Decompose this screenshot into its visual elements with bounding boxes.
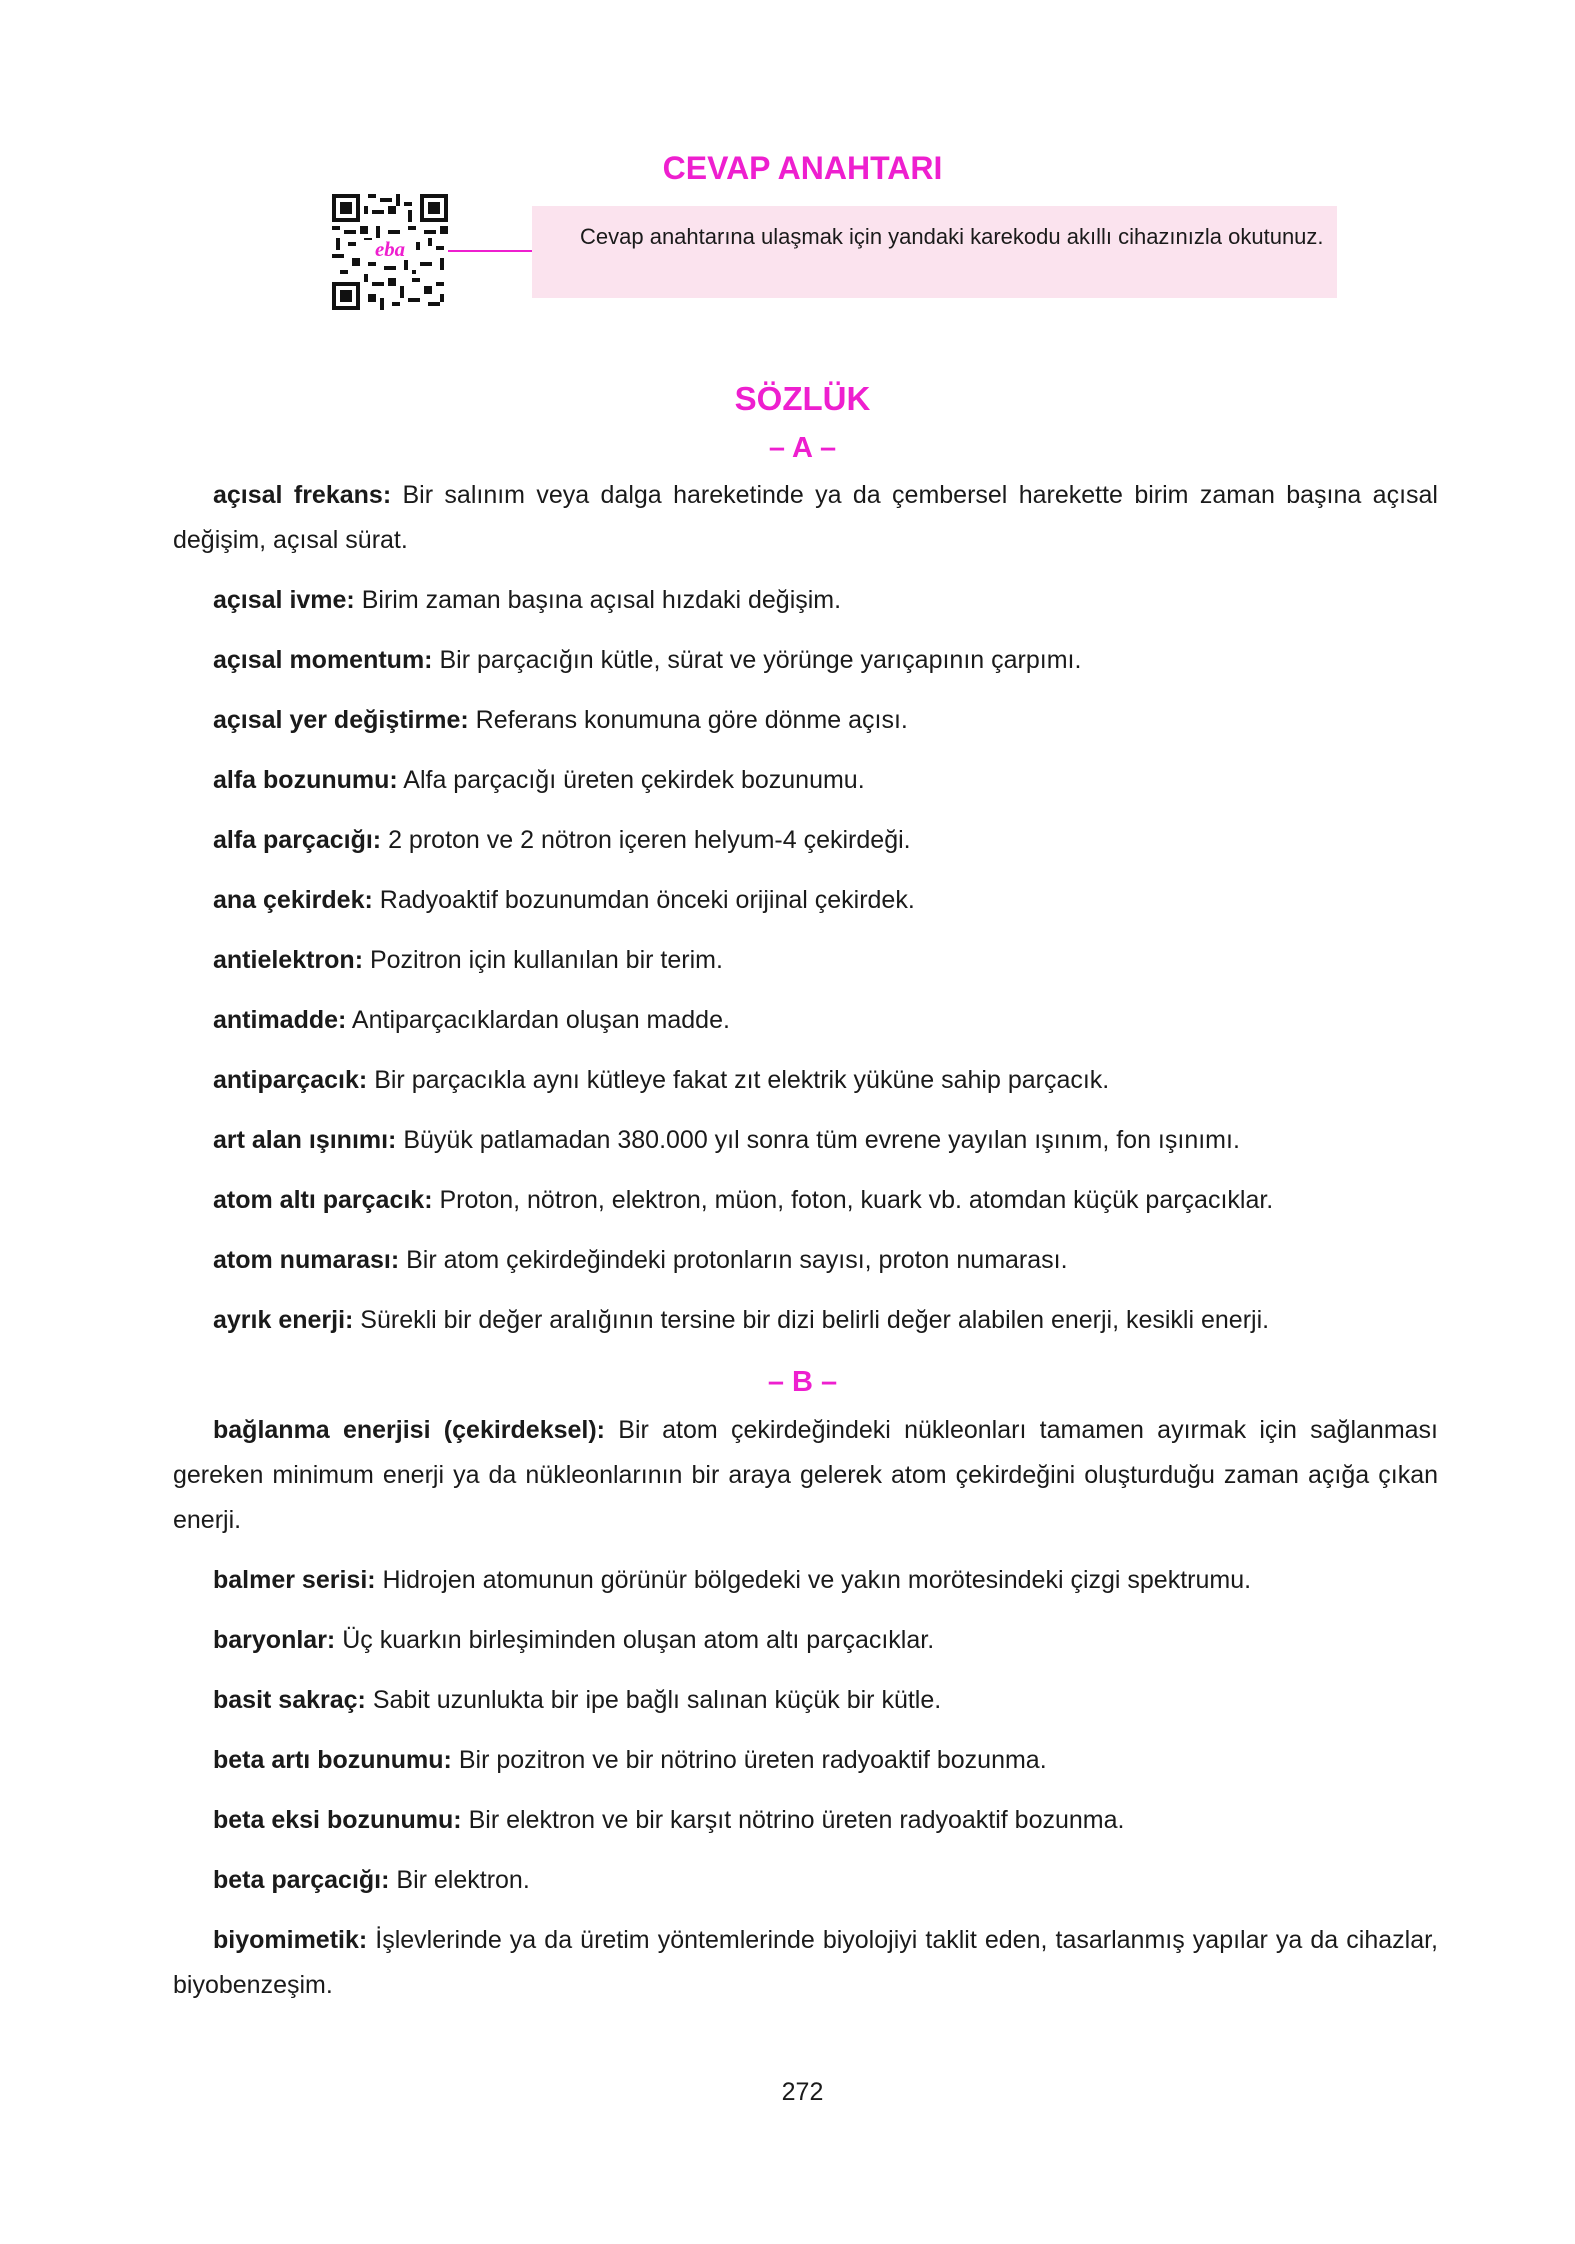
entry-term: antielektron: (213, 946, 364, 974)
glossary-entry (173, 1238, 1438, 1283)
entry-definition: Bir parçacığın kütle, sürat ve yörünge yarıçapının çarpımı. (432, 646, 1082, 674)
entry-term: biyomimetik: (213, 1926, 368, 1954)
glossary-entry (173, 1678, 1438, 1723)
entry-definition: Bir atom çekirdeğindeki protonların sayısı, proton numarası. (399, 1246, 1068, 1274)
entry-definition: Bir salınım veya dalga hareketinde ya da çembersel harekette birim zaman başına açısal değişim, açısal sürat. (173, 481, 1438, 554)
answer-key-title: CEVAP ANAHTARI (662, 150, 943, 186)
entry-term: beta parçacığı: (213, 1866, 390, 1894)
glossary-entry (173, 938, 1438, 983)
entry-definition: Birim zaman başına açısal hızdaki değişim. (354, 586, 842, 614)
entry-definition: Bir elektron. (389, 1866, 530, 1894)
entry-term: alfa bozunumu: (213, 766, 398, 794)
glossary-entry (173, 698, 1438, 743)
glossary-entry (173, 1298, 1438, 1343)
entry-definition: Bir atom çekirdeğindeki nükleonları tamamen ayırmak için sağlanması gereken minimum enerji ya da nükleonlarının bir araya gelerek atom çekirdeğini oluşturduğu zaman açığa çıkan enerji. (173, 1416, 1438, 1534)
entry-term: açısal ivme: (213, 586, 355, 614)
entry-term: ana çekirdek: (213, 886, 373, 914)
glossary-entry (173, 878, 1438, 923)
glossary-title: SÖZLÜK (734, 380, 871, 417)
glossary-entry (173, 818, 1438, 863)
entry-definition: 2 proton ve 2 nötron içeren helyum-4 çekirdeği. (381, 826, 911, 854)
entry-definition: İşlevlerinde ya da üretim yöntemlerinde biyolojiyi taklit eden, tasarlanmış yapılar ya da cihazlar, biyobenzeşim. (173, 1926, 1438, 1999)
section-letter-a: – A – (768, 432, 837, 464)
glossary-section-b (173, 1408, 1438, 2023)
answer-key-text: Cevap anahtarına ulaşmak için yandaki karekodu akıllı cihazınızla okutunuz. (580, 224, 1324, 249)
page-number: 272 (781, 2078, 824, 2106)
entry-term: art alan ışınımı: (213, 1126, 397, 1154)
entry-definition: Referans konumuna göre dönme açısı. (468, 706, 908, 734)
entry-definition: Proton, nötron, elektron, müon, foton, kuark vb. atomdan küçük parçacıklar. (432, 1186, 1274, 1214)
entry-term: antiparçacık: (213, 1066, 368, 1094)
glossary-entry (173, 1918, 1438, 2008)
answer-key-note (532, 206, 1337, 298)
qr-logo-text: eba (374, 238, 406, 261)
entry-definition: Bir pozitron ve bir nötrino üreten radyoaktif bozunma. (451, 1746, 1047, 1774)
entry-term: atom numarası: (213, 1246, 400, 1274)
entry-definition: Radyoaktif bozunumdan önceki orijinal çekirdek. (372, 886, 915, 914)
entry-term: bağlanma enerjisi (çekirdeksel): (213, 1416, 606, 1444)
connector-line (448, 250, 532, 252)
glossary-entry (173, 1858, 1438, 1903)
glossary-entry (173, 1058, 1438, 1103)
entry-term: atom altı parçacık: (213, 1186, 433, 1214)
entry-definition: Hidrojen atomunun görünür bölgedeki ve yakın morötesindeki çizgi spektrumu. (375, 1566, 1252, 1594)
entry-term: açısal yer değiştirme: (213, 706, 469, 734)
glossary-section-a (173, 473, 1438, 1358)
glossary-entry (173, 1738, 1438, 1783)
qr-code-icon[interactable] (332, 194, 448, 310)
glossary-entry (173, 473, 1438, 563)
glossary-entry (173, 638, 1438, 683)
entry-term: açısal frekans: (213, 481, 392, 509)
entry-term: alfa parçacığı: (213, 826, 382, 854)
entry-definition: Bir elektron ve bir karşıt nötrino üreten radyoaktif bozunma. (461, 1806, 1125, 1834)
entry-term: basit sakraç: (213, 1686, 366, 1714)
glossary-entry (173, 578, 1438, 623)
entry-definition: Sürekli bir değer aralığının tersine bir dizi belirli değer alabilen enerji, kesikli enerji. (353, 1306, 1270, 1334)
glossary-entry (173, 998, 1438, 1043)
entry-definition: Antiparçacıklardan oluşan madde. (346, 1006, 730, 1034)
glossary-entry (173, 1618, 1438, 1663)
entry-term: baryonlar: (213, 1626, 336, 1654)
glossary-entry (173, 1118, 1438, 1163)
glossary-entry (173, 1798, 1438, 1843)
entry-term: beta artı bozunumu: (213, 1746, 452, 1774)
entry-definition: Alfa parçacığı üreten çekirdek bozunumu. (397, 766, 865, 794)
glossary-entry (173, 758, 1438, 803)
glossary-entry (173, 1178, 1438, 1223)
entry-definition: Pozitron için kullanılan bir terim. (363, 946, 723, 974)
section-letter-b: – B – (767, 1366, 838, 1398)
glossary-entry (173, 1558, 1438, 1603)
entry-term: ayrık enerji: (213, 1306, 354, 1334)
entry-definition: Büyük patlamadan 380.000 yıl sonra tüm evrene yayılan ışınım, fon ışınımı. (396, 1126, 1240, 1154)
entry-term: açısal momentum: (213, 646, 433, 674)
glossary-entry (173, 1408, 1438, 1543)
entry-term: beta eksi bozunumu: (213, 1806, 462, 1834)
entry-definition: Bir parçacıkla aynı kütleye fakat zıt elektrik yüküne sahip parçacık. (367, 1066, 1110, 1094)
entry-term: balmer serisi: (213, 1566, 376, 1594)
entry-term: antimadde: (213, 1006, 347, 1034)
entry-definition: Üç kuarkın birleşiminden oluşan atom altı parçacıklar. (335, 1626, 935, 1654)
entry-definition: Sabit uzunlukta bir ipe bağlı salınan küçük bir kütle. (365, 1686, 942, 1714)
